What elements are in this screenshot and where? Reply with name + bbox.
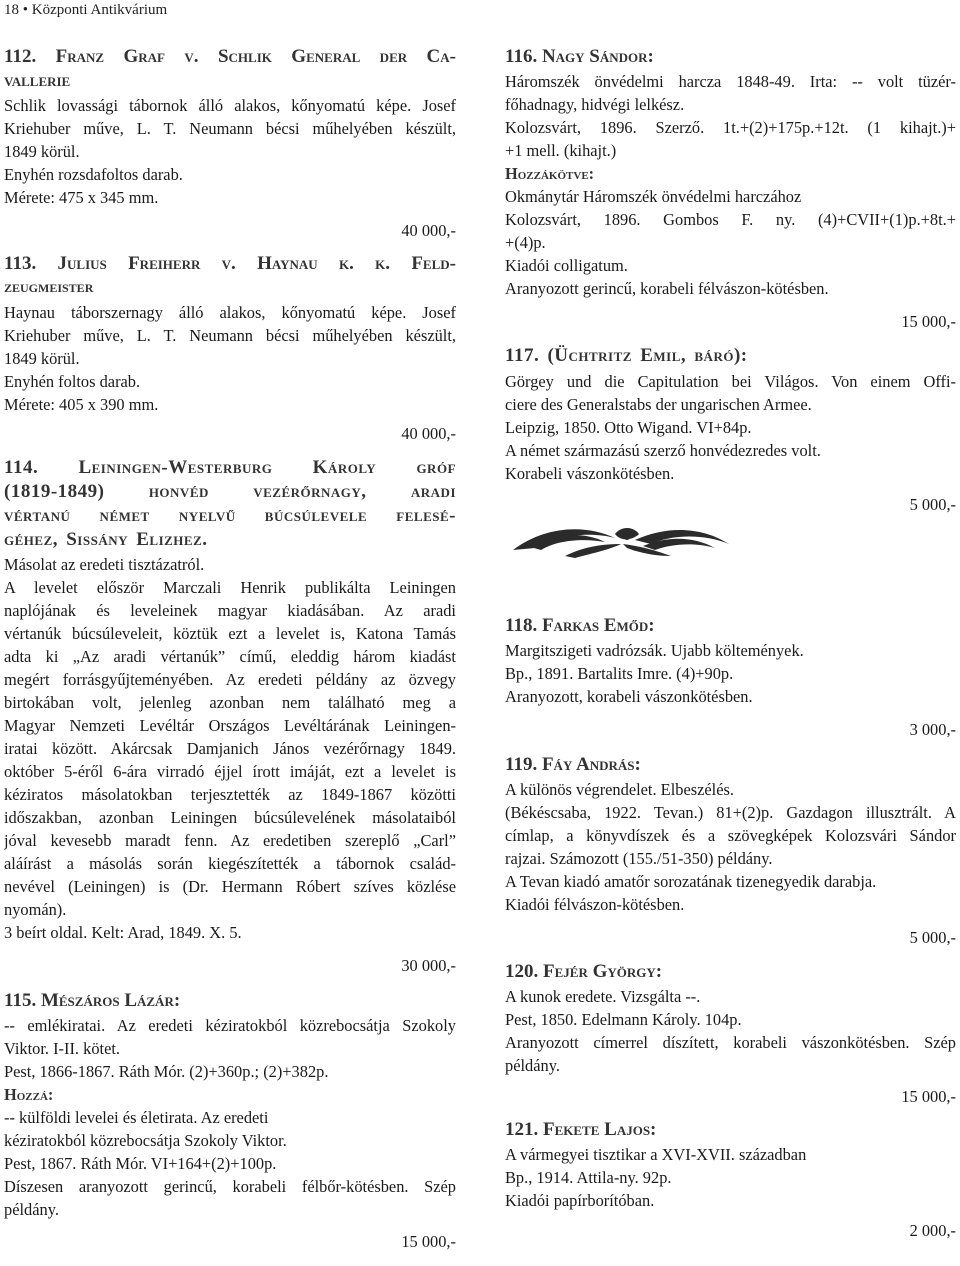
entry-text: Korabeli vászonkötésben. (505, 464, 675, 483)
entry-title: 113. Julius Freiherr v. Haynau k. k. Feld- zeugmeister (4, 253, 456, 296)
running-header (4, 1, 167, 19)
entry-text: Schlik lovassági tábornok álló alakos, kőnyomatú képe. Josef (4, 96, 456, 115)
entry-text: adta ki „Az aradi vértanúk” című, eleddig három kiadást (4, 647, 456, 666)
entry-text: Mérete: 405 x 390 mm. (4, 395, 159, 414)
entry-text: ciere des Generalstabs der ungarischen Armee. (505, 395, 812, 414)
left-column (4, 45, 456, 1253)
entry-text: Mérete: 475 x 345 mm. (4, 188, 159, 207)
entry-text: Bp., 1914. Attila-ny. 92p. (505, 1168, 672, 1187)
entry-title: 117. (Üchtritz Emil, báró): (505, 345, 748, 366)
entry-text: kéziratokból közrebocsátja Szokoly Viktor. (4, 1131, 287, 1150)
entry-text: Kiadói papírborítóban. (505, 1191, 655, 1210)
entry-text: megért forrásgyűjteményében. Az eredeti példány az özvegy (4, 670, 456, 689)
entry-text: kéziratos másolatokban terjesztették az 1849-1867 közötti (4, 785, 456, 804)
entry-price: 3 000,- (909, 720, 956, 739)
entry-text: Leipzig, 1850. Otto Wigand. VI+84p. (505, 418, 752, 437)
entry-text: Kolozsvárt, 1896. Szerző. 1t.+(2)+175p.+12t. (1 kihajt.)+ (505, 118, 956, 137)
entry-text: időszakban, azonban Leiningen búcsúlevelének másolataiból (4, 808, 456, 827)
entry-text: Aranyozott gerincű, korabeli félvászon-kötésben. (505, 279, 829, 298)
entry-text: +1 mell. (kihajt.) (505, 141, 617, 160)
entry-text: Kiadói colligatum. (505, 256, 628, 275)
entry-title: 120. Fejér György: (505, 961, 663, 982)
entry-text: címlap, a könyvdíszek és a szövegképek Kolozsvári Sándor (505, 826, 956, 845)
entry-text: Margitszigeti vadrózsák. Ujabb költemények. (505, 641, 804, 660)
entry-price: 40 000,- (401, 424, 456, 443)
entry-title: 118. Farkas Emőd: (505, 615, 655, 636)
entry-subheading: Hozzá: (4, 1085, 54, 1104)
entry-text: 3 beírt oldal. Kelt: Arad, 1849. X. 5. (4, 923, 242, 942)
entry-price: 15 000,- (901, 312, 956, 331)
entry-text: Viktor. I-II. kötet. (4, 1039, 120, 1058)
entry-text: vértanúk búcsúleveleit, köztük ezt a levelet is, Katona Tamás (4, 624, 456, 643)
entry-text: Magyar Nemzeti Levéltár Országos Levéltárának Leiningen- (4, 716, 456, 735)
entry-text: főhadnagy, hidvégi lelkész. (505, 95, 685, 114)
entry-text: A levelet először Marczali Henrik publikálta Leiningen (4, 578, 456, 597)
entry-text: nyomán). (4, 900, 67, 919)
entry-text: Pest, 1850. Edelmann Károly. 104p. (505, 1010, 742, 1029)
entry-text: A Tevan kiadó amatőr sorozatának tizenegyedik darabja. (505, 872, 877, 891)
entry-text: Haynau táborszernagy álló alakos, kőnyomatú képe. Josef (4, 303, 456, 322)
entry-text: október 5-éről 6-ára virradó éjjel írott imáját, ezt a levelet is (4, 762, 456, 781)
entry-text: Pest, 1867. Ráth Mór. VI+164+(2)+100p. (4, 1154, 277, 1173)
entry-price: 30 000,- (401, 956, 456, 975)
catalog-entry-112 (4, 45, 456, 242)
entry-text: Aranyozott, korabeli vászonkötésben. (505, 687, 753, 706)
entry-text: A különös végrendelet. Elbeszélés. (505, 780, 734, 799)
entry-text: Kriehuber műve, L. T. Neumann bécsi műhelyében készült, (4, 119, 456, 138)
catalog-entry-121 (505, 1118, 956, 1242)
entry-text: Okmánytár Háromszék önvédelmi harczához (505, 187, 802, 206)
entry-text: A német származású szerző honvédezredes volt. (505, 441, 821, 460)
entry-text: 1849 körül. (4, 349, 80, 368)
entry-text: Bp., 1891. Bartalits Imre. (4)+90p. (505, 664, 734, 683)
entry-subheading: Hozzákötve: (505, 164, 595, 183)
entry-text: naplójának és leveleinek magyar kiadásában. Az aradi (4, 601, 456, 620)
header-separator: • (22, 2, 29, 18)
entry-text: nevével (Leiningen) is (Dr. Hermann Róbert szíves közlése (4, 877, 456, 896)
entry-text: Pest, 1866-1867. Ráth Mór. (2)+360p.; (2)+382p. (4, 1062, 329, 1081)
entry-title: 119. Fáy András: (505, 754, 641, 775)
page-number: 18 (4, 2, 19, 18)
catalog-entry-117 (505, 344, 956, 516)
catalog-entry-113 (4, 252, 456, 445)
entry-text: iratai között. Akárcsak Damjanich János vezérőrnagy 1849. (4, 739, 456, 758)
publication-title: Központi Antikvárium (31, 2, 168, 18)
entry-text: rajzai. Számozott (155./51-350) példány. (505, 849, 773, 868)
entry-text: jóval kevesebb maradt fenn. Az eredetiben szereplő „Carl” (4, 831, 456, 850)
catalog-entry-114 (4, 456, 456, 977)
catalog-entry-119 (505, 753, 956, 949)
entry-text: Enyhén rozsdafoltos darab. (4, 165, 183, 184)
catalog-entry-118 (505, 614, 956, 741)
entry-text: Kiadói félvászon-kötésben. (505, 895, 685, 914)
entry-text: +(4)p. (505, 233, 546, 252)
entry-title: 116. Nagy Sándor: (505, 46, 654, 67)
right-column (505, 45, 956, 1242)
entry-text: Kolozsvárt, 1896. Gombos F. ny. (4)+CVII+(1)p.+8t.+ (505, 210, 956, 229)
entry-text: példány. (4, 1200, 59, 1219)
entry-price: 40 000,- (401, 221, 456, 240)
entry-text: Háromszék önvédelmi harcza 1848-49. Irta: -- volt tüzér- (505, 72, 956, 91)
entry-price: 15 000,- (401, 1232, 456, 1251)
entry-title: 121. Fekete Lajos: (505, 1119, 657, 1140)
entry-text: 1849 körül. (4, 142, 80, 161)
entry-title: 115. Mészáros Lázár: (4, 990, 181, 1011)
entry-price: 15 000,- (901, 1087, 956, 1106)
entry-text: Másolat az eredeti tisztázatról. (4, 555, 205, 574)
entry-text: Enyhén foltos darab. (4, 372, 141, 391)
entry-title: 114. Leiningen-Westerburg Károly gróf (1819-1849) honvéd vezérőrnagy, aradi vértanú német nyelvű búcsúlevele felesé- géhez, Sissány Elizhez. (4, 457, 456, 550)
entry-title: 112. Franz Graf v. Schlik General der Ca- vallerie (4, 46, 456, 91)
entry-text: (Békéscsaba, 1922. Tevan.) 81+(2)p. Gazdagon illusztrált. A (505, 803, 956, 822)
entry-text: Görgey und die Capitulation bei Világos. Von einem Offi- (505, 372, 956, 391)
catalog-entry-116 (505, 45, 956, 333)
entry-text: Díszesen aranyozott gerincű, korabeli félbőr-kötésben. Szép (4, 1177, 456, 1196)
entry-price: 5 000,- (909, 495, 956, 514)
floral-divider-icon (505, 520, 956, 565)
entry-text: -- külföldi levelei és életirata. Az eredeti (4, 1108, 269, 1127)
entry-text: Aranyozott címerrel díszített, korabeli vászonkötésben. Szép (505, 1033, 956, 1052)
entry-text: A vármegyei tisztikar a XVI-XVII. században (505, 1145, 807, 1164)
entry-text: példány. (505, 1056, 560, 1075)
catalog-entry-120 (505, 960, 956, 1108)
entry-text: A kunok eredete. Vizsgálta --. (505, 987, 701, 1006)
entry-text: Kriehuber műve, L. T. Neumann bécsi műhelyében készült, (4, 326, 456, 345)
entry-text: aláírást a másolás során kiegészítették a tábornok család- (4, 854, 456, 873)
entry-price: 2 000,- (909, 1221, 956, 1240)
catalog-entry-115 (4, 989, 456, 1253)
entry-price: 5 000,- (909, 928, 956, 947)
entry-text: -- emlékiratai. Az eredeti kéziratokból közrebocsátja Szokoly (4, 1016, 456, 1035)
entry-text: birtokában volt, jelenleg azonban nem található meg a (4, 693, 456, 712)
